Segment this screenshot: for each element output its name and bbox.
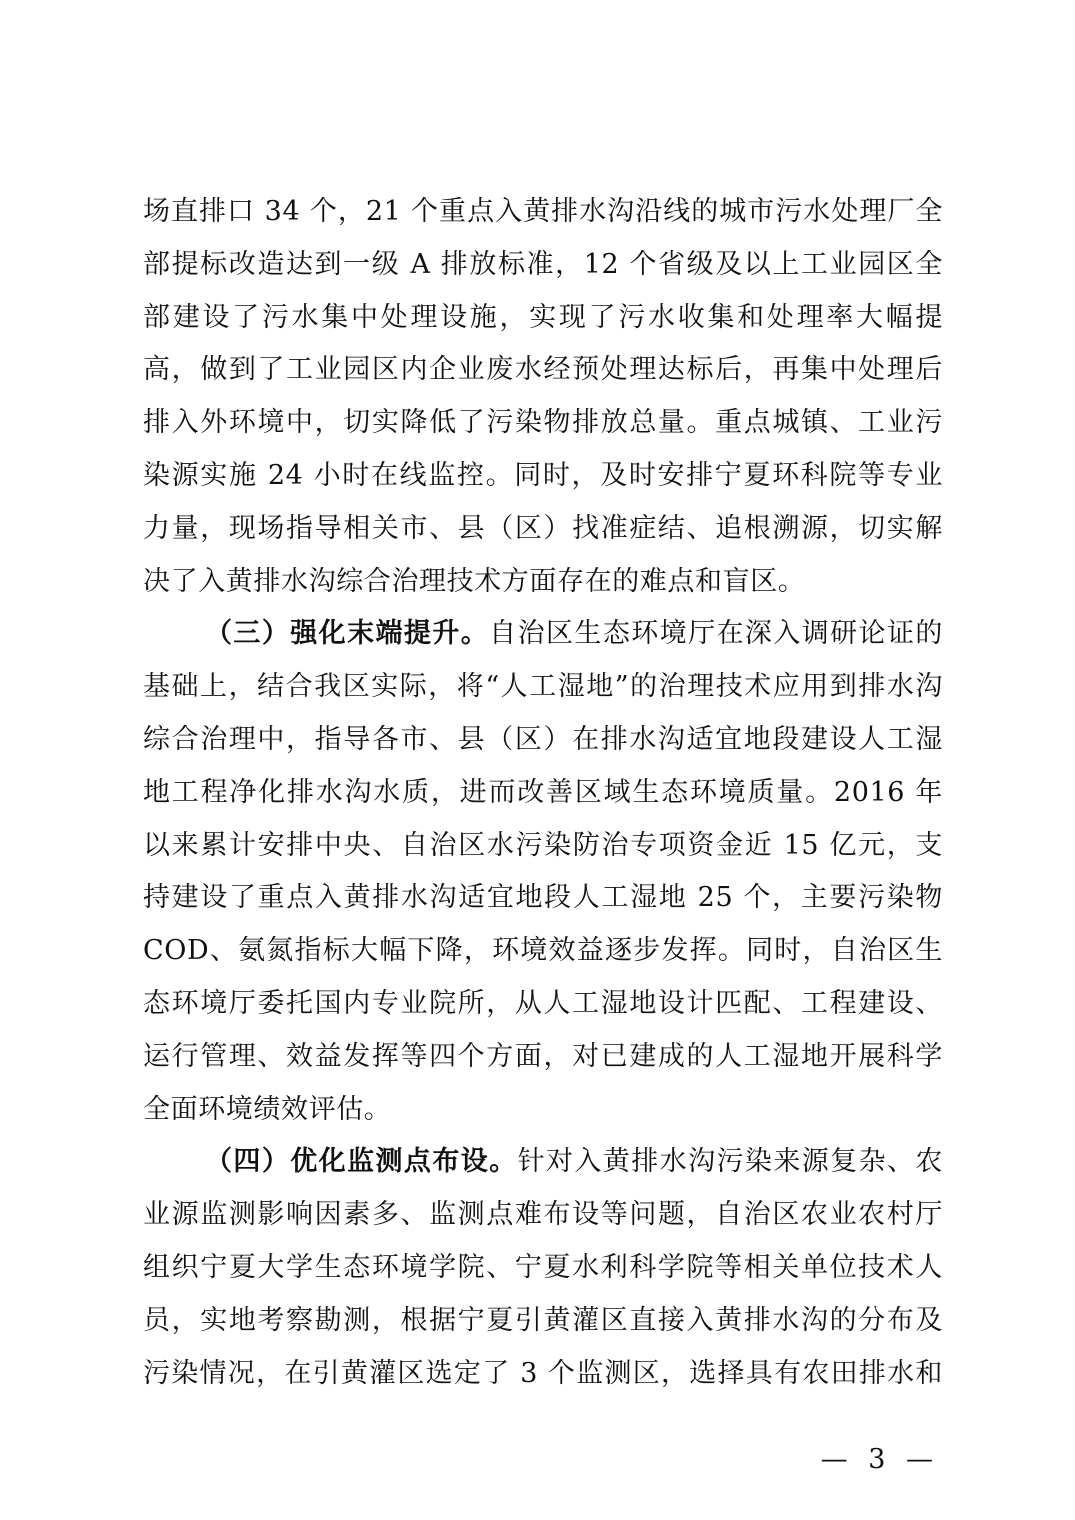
section-text: 自治区生态环境厅在深入调研论证的 bbox=[489, 618, 943, 650]
section-first-line bbox=[143, 1136, 943, 1189]
text-line: 持建设了重点入黄排水沟适宜地段人工湿地 25 个，主要污染物 bbox=[143, 882, 943, 914]
section-text: 针对入黄排水沟污染来源复杂、农 bbox=[517, 1146, 943, 1178]
text-line: 综合治理中，指导各市、县（区）在排水沟适宜地段建设人工湿 bbox=[143, 723, 943, 755]
text-line: 地工程净化排水沟水质，进而改善区域生态环境质量。2016 年 bbox=[143, 776, 943, 808]
section-heading: （三）强化末端提升。 bbox=[205, 618, 490, 650]
text-line: 业源监测影响因素多、监测点难布设等问题，自治区农业农村厅 bbox=[143, 1199, 943, 1231]
section-heading: （四）优化监测点布设。 bbox=[205, 1146, 518, 1178]
text-line: 全面环境绩效评估。 bbox=[143, 1093, 392, 1125]
page-number: — 3 — bbox=[820, 1444, 939, 1475]
text-line: 部建设了污水集中处理设施，实现了污水收集和处理率大幅提 bbox=[143, 301, 943, 333]
text-line: 以来累计安排中央、自治区水污染防治专项资金近 15 亿元，支 bbox=[143, 829, 943, 861]
text-line: 排入外环境中，切实降低了污染物排放总量。重点城镇、工业污 bbox=[143, 407, 943, 439]
text-line: 决了入黄排水沟综合治理技术方面存在的难点和盲区。 bbox=[143, 565, 806, 597]
body-text bbox=[143, 186, 943, 1400]
text-line: 组织宁夏大学生态环境学院、宁夏水利科学院等相关单位技术人 bbox=[143, 1251, 943, 1283]
text-line: 态环境厅委托国内专业院所，从人工湿地设计匹配、工程建设、 bbox=[143, 987, 943, 1019]
text-line: 员，实地考察勘测，根据宁夏引黄灌区直接入黄排水沟的分布及 bbox=[143, 1304, 943, 1336]
text-line: 污染情况，在引黄灌区选定了 3 个监测区，选择具有农田排水和 bbox=[143, 1357, 943, 1389]
text-line: 高，做到了工业园区内企业废水经预处理达标后，再集中处理后 bbox=[143, 354, 943, 386]
text-line: 基础上，结合我区实际，将“人工湿地”的治理技术应用到排水沟 bbox=[143, 671, 943, 703]
text-line: 场直排口 34 个，21 个重点入黄排水沟沿线的城市污水处理厂全 bbox=[143, 196, 943, 227]
text-line: COD、氨氮指标大幅下降，环境效益逐步发挥。同时，自治区生 bbox=[143, 935, 943, 967]
text-line: 部提标改造达到一级 A 排放标准，12 个省级及以上工业园区全 bbox=[143, 248, 943, 280]
text-line: 运行管理、效益发挥等四个方面，对已建成的人工湿地开展科学 bbox=[143, 1040, 943, 1072]
text-line: 力量，现场指导相关市、县（区）找准症结、追根溯源，切实解 bbox=[143, 512, 943, 544]
section-first-line bbox=[143, 608, 943, 661]
text-line: 染源实施 24 小时在线监控。同时，及时安排宁夏环科院等专业 bbox=[143, 459, 943, 491]
